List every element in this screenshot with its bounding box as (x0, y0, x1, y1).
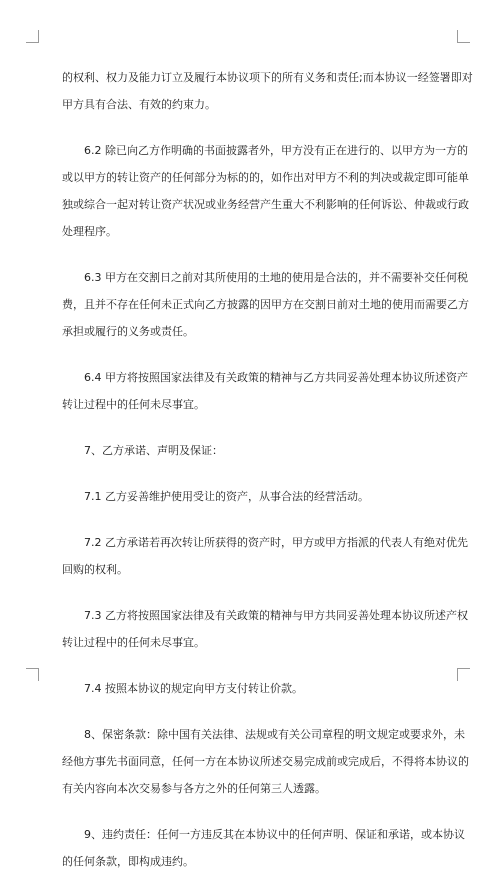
crop-mark-top-left (26, 30, 39, 43)
paragraph (62, 821, 465, 875)
paragraph-line: 处理程序。 (62, 225, 117, 238)
paragraph (62, 364, 468, 418)
document-body (62, 64, 473, 894)
paragraph (62, 137, 469, 245)
paragraph-line: 9、违约责任：任何一方违反其在本协议中的任何声明、保证和承诺，或本协议 (84, 828, 465, 841)
paragraph (62, 437, 446, 464)
paragraph-line: 承担或履行的义务或责任。 (62, 325, 194, 338)
paragraph-line: 7.1 乙方妥善维护使用受让的资产，从事合法的经营活动。 (84, 490, 369, 503)
paragraph-line: 转让过程中的任何未尽事宜。 (62, 636, 205, 649)
paragraph-line: 转让过程中的任何未尽事宜。 (62, 398, 205, 411)
paragraph-line: 有关内容向本次交易参与各方之外的任何第三人透露。 (62, 782, 326, 795)
crop-mark-top-right (457, 30, 470, 43)
paragraph-line: 6.3 甲方在交割日之前对其所使用的土地的使用是合法的，并不需要补交任何税 (84, 271, 468, 284)
paragraph (62, 264, 469, 345)
paragraph-line: 7.2 乙方承诺若再次转让所获得的资产时，甲方或甲方指派的代表人有绝对优先 (84, 536, 468, 549)
paragraph (62, 483, 446, 510)
paragraph-line: 费，且并不存在任何未正式向乙方披露的因甲方在交割日前对土地的使用而需要乙方 (62, 298, 469, 311)
crop-mark-bottom-right (457, 668, 470, 681)
paragraph-line: 回购的权利。 (62, 563, 128, 576)
paragraph (62, 64, 473, 118)
paragraph-line: 7.4 按照本协议的规定向甲方支付转让价款。 (84, 682, 303, 695)
paragraph-line: 独或综合一起对转让资产状况或业务经营产生重大不利影响的任何诉讼、仲裁或行政 (62, 198, 469, 211)
paragraph-line: 的任何条款，即构成违约。 (62, 855, 194, 868)
paragraph-line: 经他方事先书面同意，任何一方在本协议所述交易完成前或完成后，不得将本协议的 (62, 755, 469, 768)
paragraph-line: 6.4 甲方将按照国家法律及有关政策的精神与乙方共同妥善处理本协议所述资产 (84, 371, 468, 384)
paragraph (62, 721, 469, 802)
paragraph-line: 7.3 乙方将按照国家法律及有关政策的精神与甲方共同妥善处理本协议所述产权 (84, 609, 468, 622)
paragraph-line: 6.2 除已向乙方作明确的书面披露者外，甲方没有正在进行的、以甲方为一方的 (84, 144, 468, 157)
paragraph-line: 的权利、权力及能力订立及履行本协议项下的所有义务和责任;而本协议一经签署即对 (62, 71, 473, 84)
paragraph (62, 529, 468, 583)
paragraph-line: 8、保密条款：除中国有关法律、法规或有关公司章程的明文规定或要求外，未 (84, 728, 465, 741)
paragraph-line: 7、乙方承诺、声明及保证： (84, 444, 223, 457)
paragraph-line: 甲方具有合法、有效的约束力。 (62, 98, 216, 111)
paragraph (62, 602, 468, 656)
paragraph-line: 或以甲方的转让资产的任何部分为标的的，如作出对甲方不利的判决或裁定即可能单 (62, 171, 469, 184)
crop-mark-bottom-left (26, 668, 39, 681)
paragraph (62, 675, 446, 702)
